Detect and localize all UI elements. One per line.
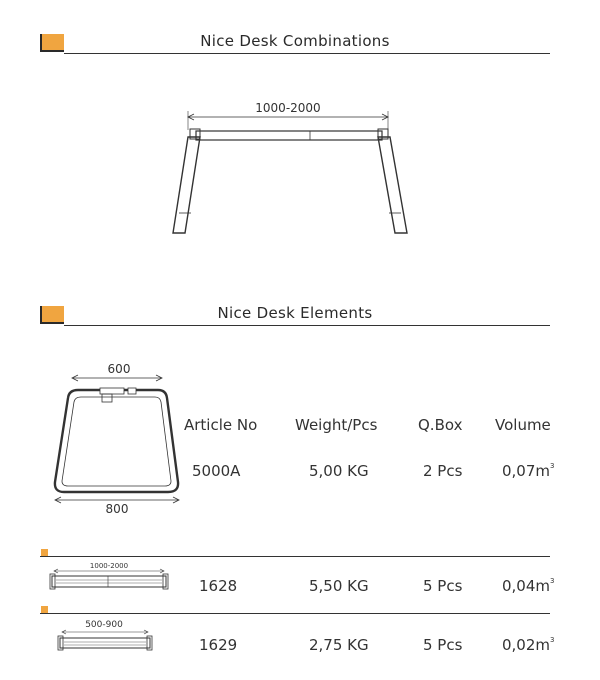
volume: $0,04m^3$ [502,577,555,595]
header-weight: Weight/Pcs [295,416,378,434]
volume: $0,02m^3$ [502,636,555,654]
header-rule [64,53,550,54]
elements-title: Nice Desk Elements [217,304,373,322]
desk-combination-drawing [160,95,420,240]
header-rule [64,325,550,326]
row-marker-icon [41,606,48,613]
beam-1629-label: 500-900 [85,620,123,630]
elements-header [40,306,550,326]
row-marker-icon [41,549,48,556]
article-no: 1628 [199,577,238,595]
combination-dimension-label: 1000-2000 [255,101,321,115]
article-no: 1629 [199,636,238,654]
frame-bottom-dimension: 800 [105,502,129,516]
beam-1629-drawing [52,618,162,658]
volume: $0,07m^3$ [502,462,555,480]
qbox: 2 Pcs [423,462,463,480]
frame-top-dimension: 600 [107,362,131,376]
beam-1628-label: 1000-2000 [89,562,129,570]
desk-frame-drawing [50,360,185,520]
combinations-header [40,34,550,54]
row-rule [40,613,550,614]
qbox: 5 Pcs [423,636,463,654]
weight: 2,75 KG [309,636,369,654]
header-qbox: Q.Box [418,416,463,434]
article-no: 5000A [192,462,241,480]
weight: 5,50 KG [309,577,369,595]
header-volume: Volume [495,416,551,434]
combinations-title: Nice Desk Combinations [200,32,390,50]
qbox: 5 Pcs [423,577,463,595]
header-article-no: Article No [184,416,258,434]
beam-1628-drawing [48,560,170,596]
row-rule [40,556,550,557]
weight: 5,00 KG [309,462,369,480]
